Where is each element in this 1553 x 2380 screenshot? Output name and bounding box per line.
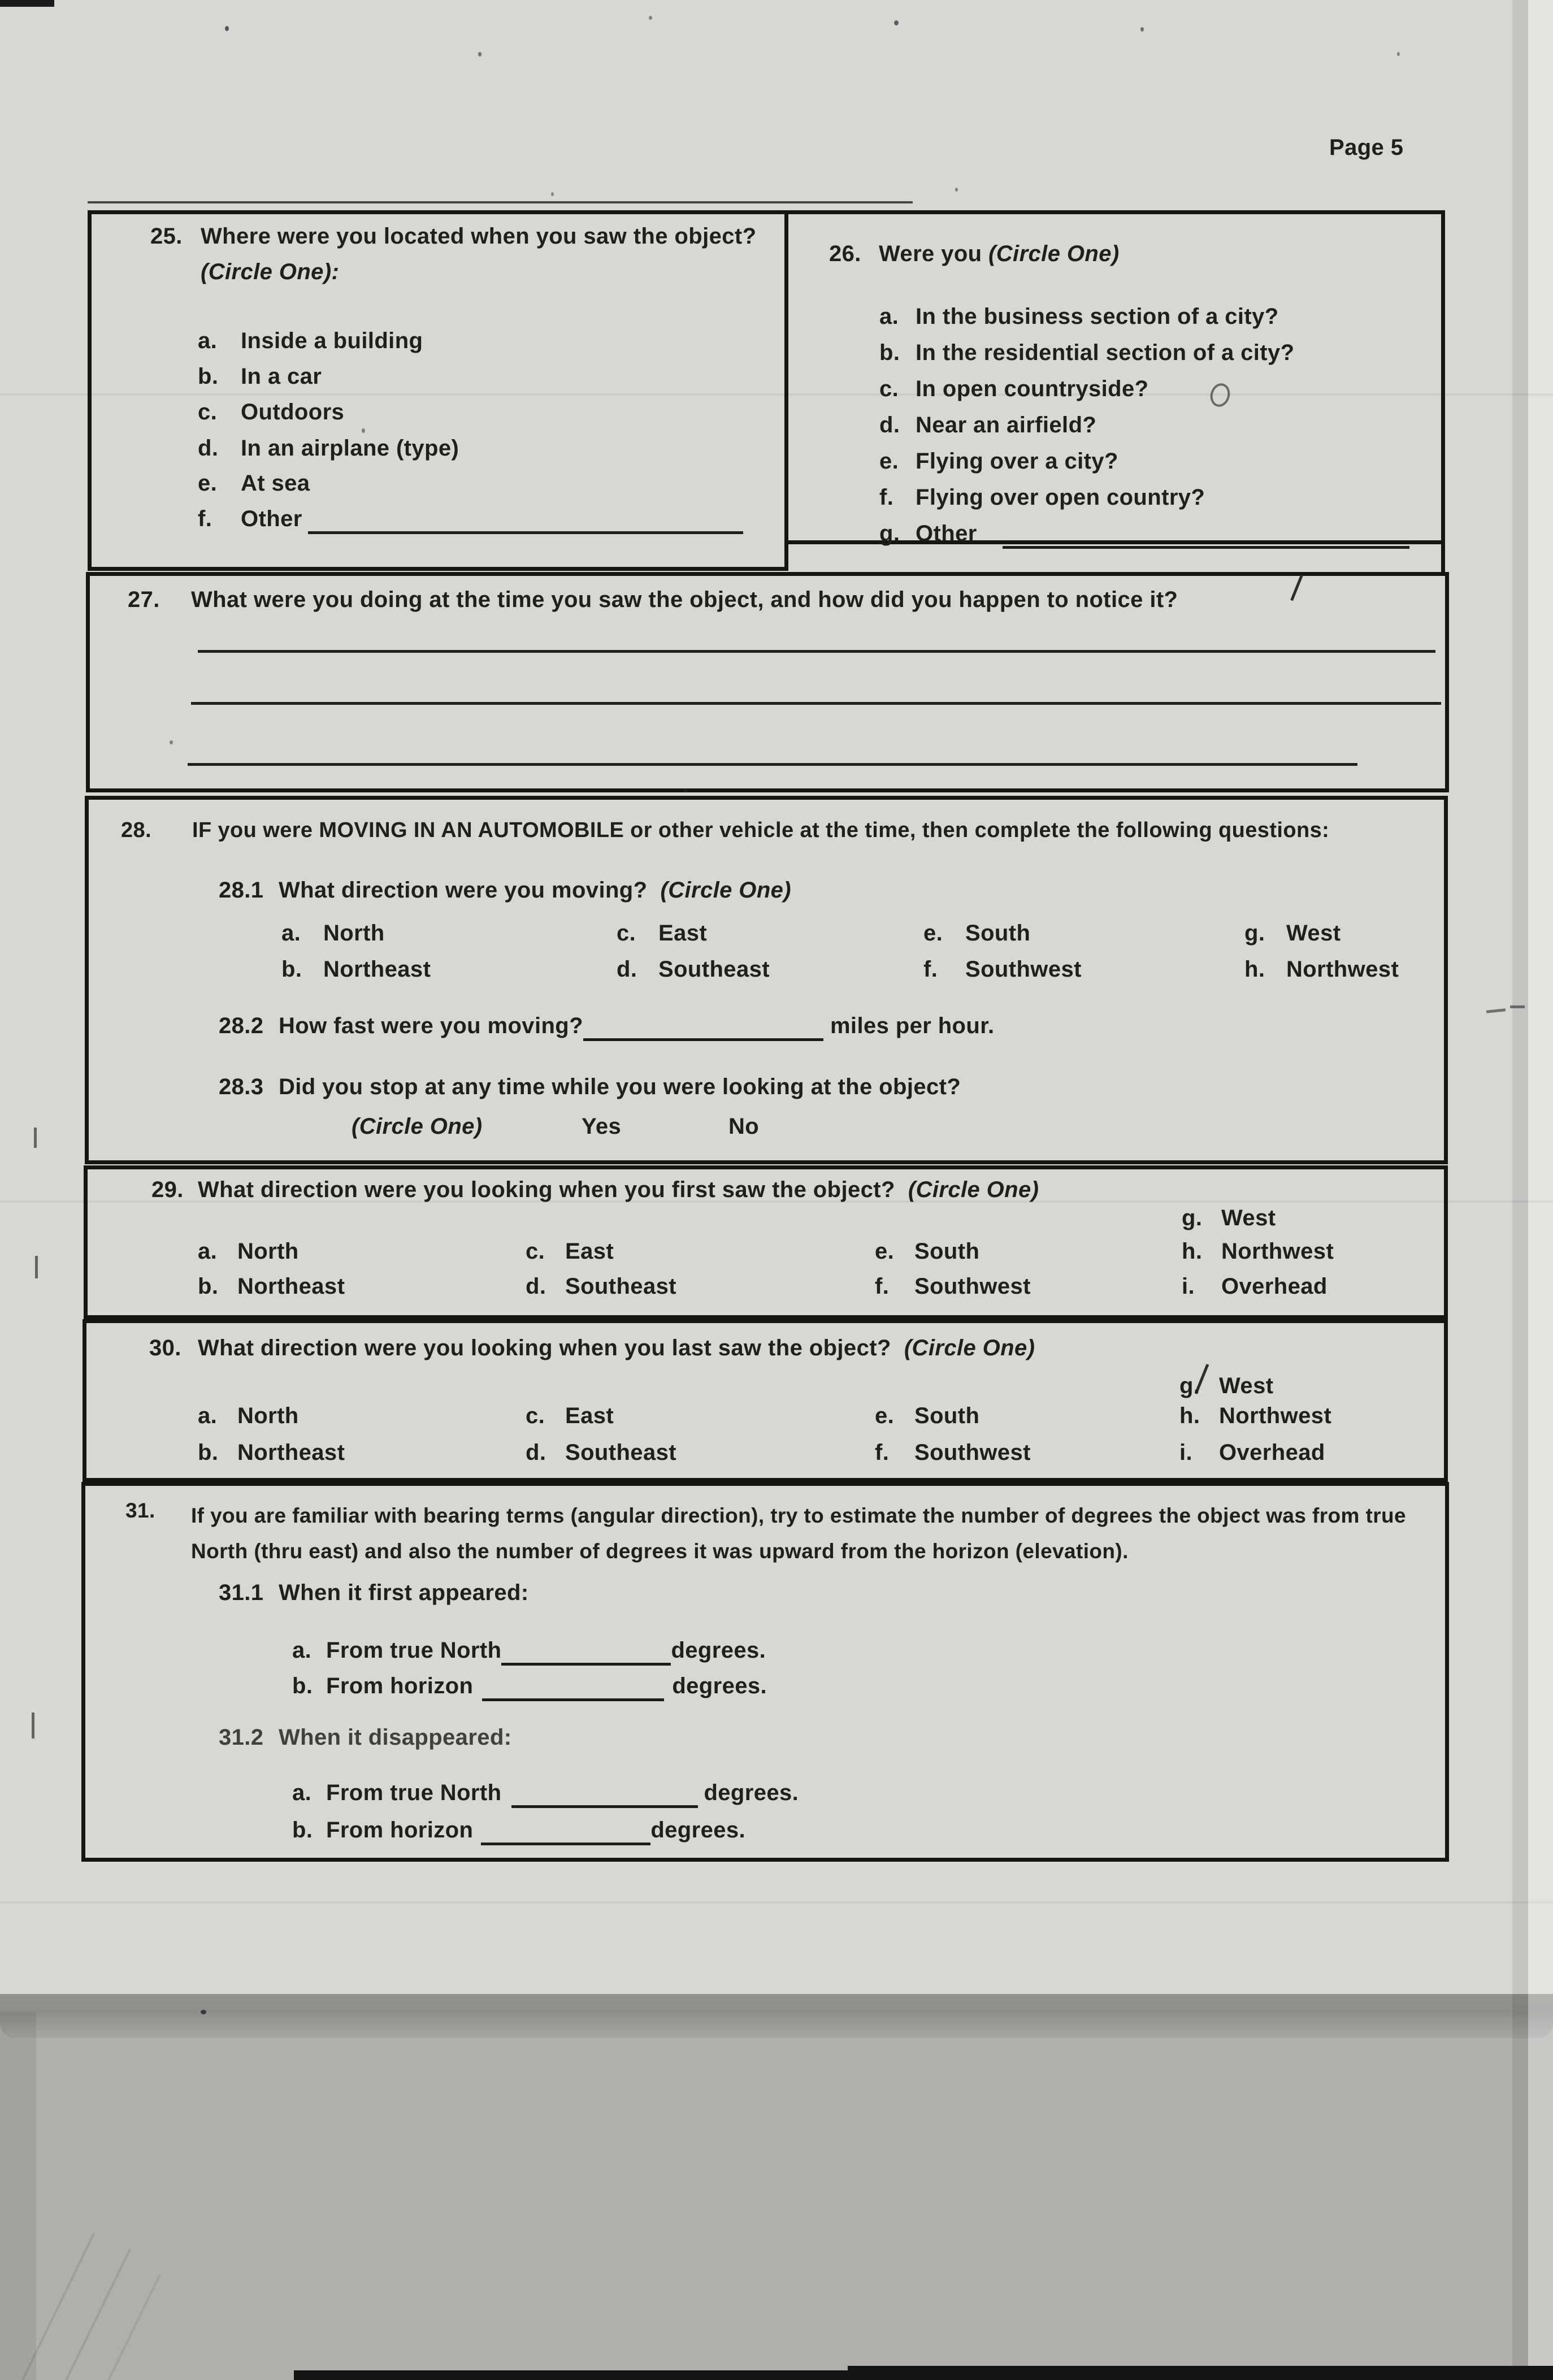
page-number-label: Page 5 <box>1329 135 1404 160</box>
question-27-text: What were you doing at the time you saw the object, and how did you happen to notice it? <box>191 587 1178 612</box>
dust-speck <box>478 52 481 57</box>
direction-option-east: c. East <box>617 921 708 946</box>
option-label: Flying over open country? <box>916 485 1205 510</box>
scan-streak <box>0 1901 1553 1904</box>
question-26-text: Were you <box>879 241 982 266</box>
question-31-1 <box>219 1580 529 1606</box>
option-25c <box>198 399 344 425</box>
question-28-3-number: 28.3 <box>219 1074 264 1099</box>
question-31-2 <box>219 1724 512 1750</box>
dust-speck <box>894 20 899 25</box>
question-31-1b: b. From horizon degrees. <box>292 1673 767 1701</box>
question-28-2-number: 28.2 <box>219 1013 264 1038</box>
question-28-1-circle-one: (Circle One) <box>660 878 792 903</box>
direction-option-northeast: b. Northeast <box>198 1274 345 1299</box>
direction-option-east: c. East <box>526 1403 614 1428</box>
option-26d <box>879 412 1096 438</box>
dust-speck <box>1397 52 1400 56</box>
option-letter: g. <box>879 521 900 546</box>
direction-option-southeast: d. Southeast <box>526 1274 676 1299</box>
question-25-number: 25. <box>150 224 183 249</box>
option-26g <box>879 521 1409 549</box>
option-25d <box>198 435 459 461</box>
border-connector <box>1441 544 1445 572</box>
question-28-header <box>121 817 1329 843</box>
direction-option-north: a. North <box>198 1239 299 1264</box>
option-yes: Yes <box>582 1114 622 1139</box>
option-label: Inside a building <box>241 328 423 353</box>
scratch-mark <box>84 2274 160 2380</box>
fill-in-blank <box>583 1033 823 1041</box>
question-28-1-text: What direction were you moving? <box>279 878 648 903</box>
fill-in-blank <box>501 1657 671 1666</box>
question-28-3-circle-one: (Circle One) <box>352 1114 483 1139</box>
direction-option-northwest: h. Northwest <box>1182 1239 1334 1264</box>
dust-speck <box>225 26 229 31</box>
margin-mark <box>35 1256 38 1278</box>
option-letter: f. <box>879 485 894 510</box>
direction-option-west: g. West <box>1244 921 1341 946</box>
option-25a <box>198 328 423 354</box>
direction-option-south: e. South <box>875 1403 980 1428</box>
fill-in-blank <box>482 1693 664 1701</box>
option-letter: e. <box>198 471 218 496</box>
question-29-text: What direction were you looking when you first saw the object? <box>198 1177 895 1202</box>
direction-option-southwest: f. Southwest <box>875 1440 1031 1465</box>
fill-in-blank <box>511 1800 698 1808</box>
scan-artifact-corner <box>0 0 54 7</box>
option-letter: c. <box>198 400 218 424</box>
option-letter: c. <box>879 376 899 401</box>
dust-speck <box>649 16 652 20</box>
question-29-header <box>151 1177 1039 1203</box>
option-26e <box>879 448 1118 474</box>
direction-option-southwest: f. Southwest <box>923 957 1082 982</box>
question-28-text: IF you were MOVING IN AN AUTOMOBILE or other vehicle at the time, then complete the following questions: <box>192 818 1330 842</box>
page-number <box>1329 135 1403 161</box>
option-label: Near an airfield? <box>916 413 1097 437</box>
question-25-circle-one: (Circle One): <box>201 259 340 284</box>
dust-speck <box>955 188 958 192</box>
option-label: Flying over a city? <box>916 449 1118 474</box>
option-label: In the residential section of a city? <box>916 340 1295 365</box>
question-31-text: If you are familiar with bearing terms (angular direction), try to estimate the number of degrees the object was from true North (thru east) and also the number of degrees it was upward from the horizon (elevation). <box>191 1504 1407 1563</box>
option-letter: e. <box>879 449 899 474</box>
direction-option-northwest: h. Northwest <box>1179 1403 1332 1428</box>
option-label: In the business section of a city? <box>916 304 1279 329</box>
direction-option-northeast: b. Northeast <box>198 1440 345 1465</box>
direction-option-north: a. North <box>281 921 385 946</box>
direction-option-west: g. West <box>1182 1206 1276 1230</box>
paper-bottom-shadow <box>0 1994 1553 2038</box>
question-31-1a: a. From true North degrees. <box>292 1637 766 1666</box>
option-letter: a. <box>198 328 218 353</box>
option-no: No <box>728 1114 760 1139</box>
option-letter: d. <box>879 413 900 437</box>
question-27-number: 27. <box>128 587 160 612</box>
option-26a <box>879 304 1279 330</box>
question-31-number: 31. <box>125 1499 155 1522</box>
direction-option-south: e. South <box>875 1239 980 1264</box>
question-31-1-title: When it first appeared: <box>279 1580 529 1605</box>
question-25-text: Where were you located when you saw the object? <box>201 224 757 249</box>
option-letter: d. <box>198 436 219 461</box>
margin-dash <box>1510 1005 1525 1008</box>
question-28-2-text: How fast were you moving? <box>279 1013 583 1038</box>
direction-option-overhead: i. Overhead <box>1179 1440 1325 1465</box>
direction-option-southwest: f. Southwest <box>875 1274 1031 1299</box>
option-label: In open countryside? <box>916 376 1149 401</box>
option-letter: f. <box>198 506 212 531</box>
direction-option-north: a. North <box>198 1403 299 1428</box>
option-26f <box>879 484 1205 510</box>
question-30-text: What direction were you looking when you last saw the object? <box>198 1336 891 1360</box>
question-30-number: 30. <box>149 1336 181 1360</box>
option-26b <box>879 340 1295 366</box>
margin-mark <box>34 1128 37 1148</box>
question-28-2-suffix: miles per hour. <box>830 1013 995 1038</box>
fill-in-blank <box>481 1837 650 1845</box>
question-31-1-number: 31.1 <box>219 1580 264 1605</box>
question-26-header <box>829 241 1120 267</box>
dust-speck <box>201 2010 206 2014</box>
question-31-2-title: When it disappeared: <box>279 1725 512 1750</box>
option-label: Outdoors <box>241 400 345 424</box>
question-30-header <box>149 1335 1035 1361</box>
question-28-number: 28. <box>121 818 152 842</box>
dust-speck <box>551 192 554 196</box>
direction-option-northwest: h. Northwest <box>1244 957 1399 982</box>
option-letter: b. <box>879 340 900 365</box>
option-label: At sea <box>241 471 310 496</box>
scan-artifact-bottom-bar <box>848 2366 1553 2380</box>
question-31-2a: a. From true North degrees. <box>292 1780 799 1808</box>
dust-speck <box>1140 27 1144 32</box>
question-28-1-number: 28.1 <box>219 878 264 903</box>
option-label: In an airplane (type) <box>241 436 459 461</box>
option-26c <box>879 376 1148 402</box>
option-label: In a car <box>241 364 322 389</box>
question-28-2 <box>219 1013 995 1041</box>
direction-option-southeast: d. Southeast <box>617 957 770 982</box>
option-25e <box>198 470 310 496</box>
option-label: Other <box>241 506 302 531</box>
question-25-header <box>150 223 756 249</box>
option-letter: a. <box>879 304 899 329</box>
direction-option-east: c. East <box>526 1239 614 1264</box>
page-right-edge-seam <box>1512 0 1528 2380</box>
question-26-circle-one: (Circle One) <box>988 241 1120 266</box>
option-letter: b. <box>198 364 219 389</box>
direction-option-south: e. South <box>923 921 1031 946</box>
question-26-number: 26. <box>829 241 861 266</box>
question-30-circle-one: (Circle One) <box>904 1336 1035 1360</box>
question-31-2b: b. From horizon degrees. <box>292 1817 745 1845</box>
direction-option-southeast: d. Southeast <box>526 1440 676 1465</box>
direction-option-northeast: b. Northeast <box>281 957 431 982</box>
direction-option-overhead: i. Overhead <box>1182 1274 1328 1299</box>
fill-in-blank <box>1003 540 1409 549</box>
answer-line <box>198 650 1435 653</box>
page-right-edge-highlight <box>1528 0 1553 2380</box>
margin-mark <box>32 1713 34 1739</box>
direction-option-west: g. West <box>1179 1373 1274 1398</box>
dust-speck <box>684 788 687 792</box>
dust-speck <box>362 428 365 433</box>
dust-speck <box>170 740 173 744</box>
option-25b <box>198 363 322 389</box>
option-label: Other <box>916 521 977 546</box>
box-top-double-rule <box>88 201 913 203</box>
fill-in-blank <box>308 526 743 534</box>
question-27-header <box>128 587 1178 613</box>
option-25f <box>198 506 743 534</box>
question-28-3-text: Did you stop at any time while you were looking at the object? <box>279 1074 961 1099</box>
question-28-3 <box>219 1074 961 1100</box>
question-28-1 <box>219 877 791 903</box>
question-31-2-number: 31.2 <box>219 1725 264 1750</box>
answer-line <box>188 763 1357 766</box>
question-29-circle-one: (Circle One) <box>908 1177 1039 1202</box>
scanner-bed-shading <box>0 2012 36 2380</box>
answer-line <box>191 702 1441 705</box>
question-29-number: 29. <box>151 1177 184 1202</box>
